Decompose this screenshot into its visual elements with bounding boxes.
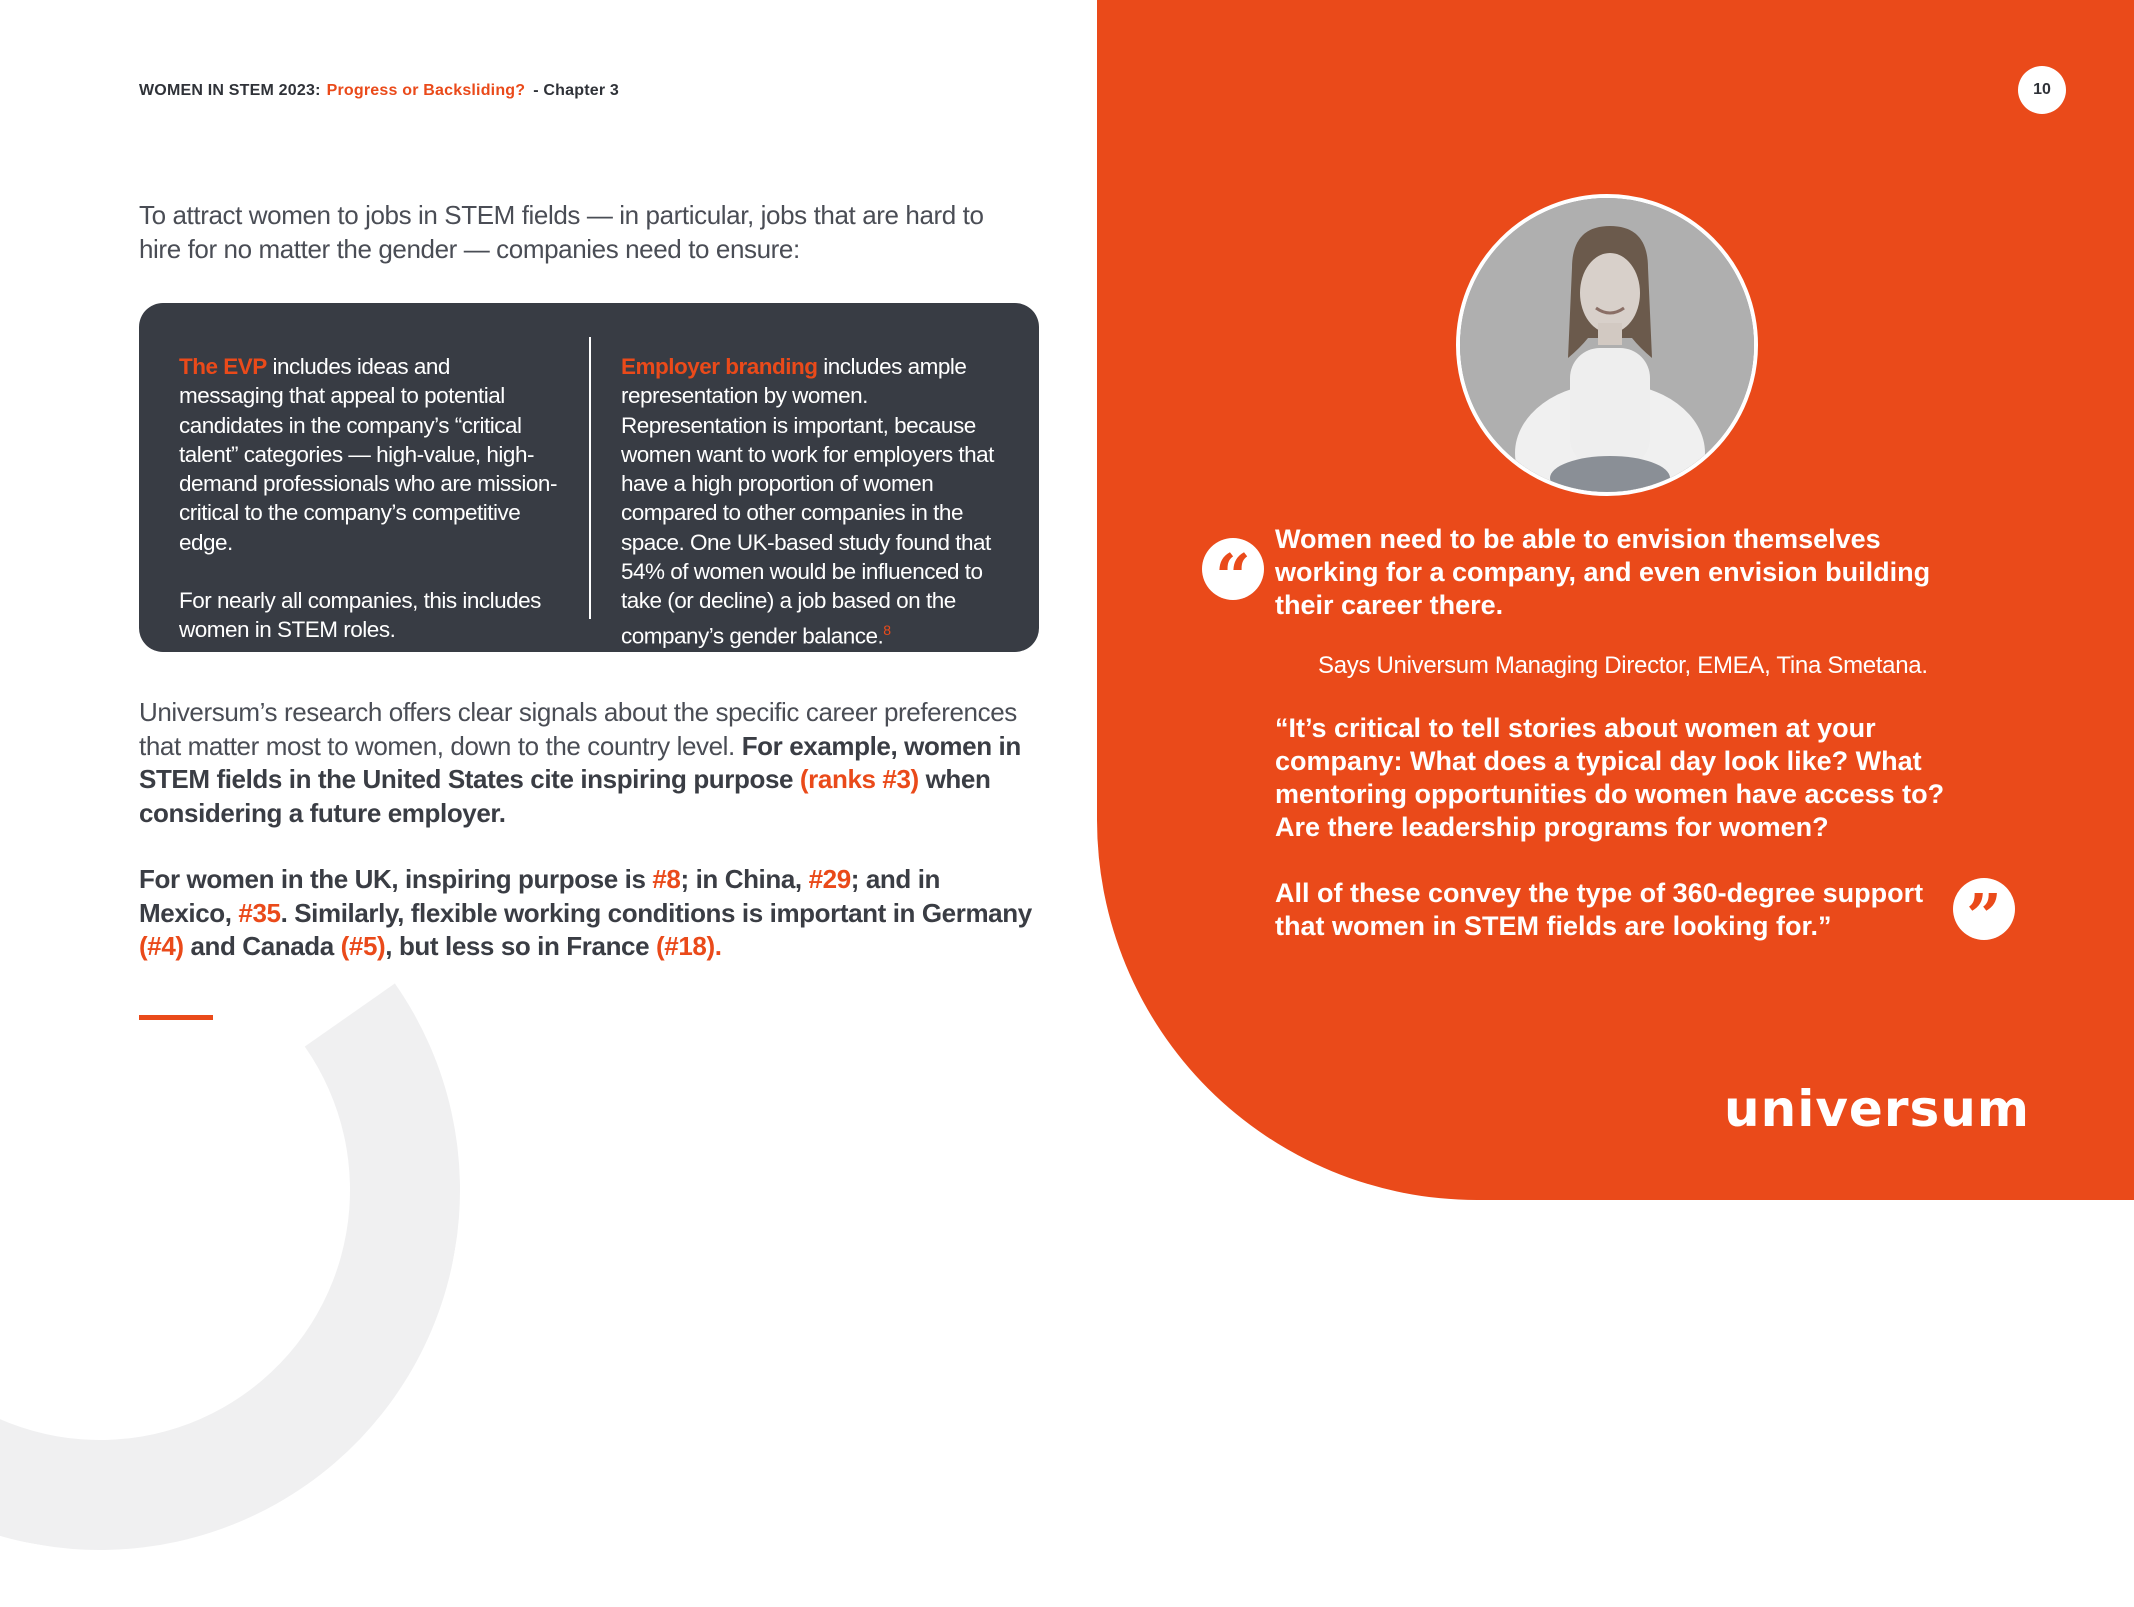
close-quote-icon: ” bbox=[1953, 878, 2015, 940]
research-section bbox=[139, 696, 1039, 964]
secondary-quote-p2: All of these convey the type of 360-degree support that women in STEM fields are looking for.” bbox=[1275, 878, 1924, 941]
evp-text: includes ideas and messaging that appeal to potential candidates in the company’s “critical talent” categories — high-value, high-demand professionals who are mission-critical to the company’s competitive edge. bbox=[179, 354, 557, 555]
uk-rank: #8 bbox=[652, 864, 681, 894]
research-us-text-end: when considering a future employer. bbox=[139, 764, 991, 828]
branding-highlight: Employer branding bbox=[621, 354, 818, 379]
research-paragraph-2 bbox=[139, 863, 1039, 964]
germany-text: . Similarly, flexible working conditions is important in Germany bbox=[280, 897, 1032, 928]
universum-logo: universum bbox=[1724, 1080, 2030, 1138]
quote-attribution: Says Universum Managing Director, EMEA, Tina Smetana. bbox=[1318, 652, 1928, 679]
france-text: , but less so in France bbox=[385, 931, 656, 961]
china-text: ; in China, bbox=[680, 864, 809, 894]
secondary-quote-p1: “It’s critical to tell stories about women at your company: What does a typical day look like? What mentoring opportunities do women have access to? Are there leadership programs for women? bbox=[1275, 713, 1945, 842]
report-subtitle: Progress or Backsliding? bbox=[326, 82, 526, 99]
evp-branding-box bbox=[139, 303, 1039, 652]
research-us-text: For example, women in STEM fields in the United States cite inspiring purpose bbox=[139, 730, 1021, 794]
branding-column bbox=[621, 352, 1011, 650]
us-rank: (ranks #3) bbox=[799, 764, 919, 794]
column-divider bbox=[589, 337, 591, 619]
accent-rule bbox=[139, 1015, 213, 1020]
france-rank: (#18). bbox=[656, 931, 722, 961]
portrait-photo bbox=[1456, 194, 1758, 496]
footnote-reference: 8 bbox=[883, 621, 891, 638]
canada-text: and Canada bbox=[183, 931, 341, 961]
portrait-illustration bbox=[1460, 198, 1754, 492]
evp-highlight: The EVP bbox=[179, 354, 267, 379]
page-number-badge bbox=[2018, 66, 2066, 114]
page-header bbox=[139, 82, 619, 100]
china-rank: #29 bbox=[808, 864, 851, 894]
branding-text: includes ample representation by women. Representation is important, because women want to work for employers that have a high proportion of women compared to other companies in the space. One UK-based study found that 54% of women would be influenced to take (or decline) a job based on the company’s gender balance. bbox=[621, 354, 994, 649]
canada-rank: (#5) bbox=[340, 931, 386, 961]
evp-paragraph bbox=[179, 352, 559, 557]
research-paragraph-1 bbox=[139, 696, 1039, 830]
main-quote: Women need to be able to envision themselves working for a company, and even envision building their career there. bbox=[1275, 524, 1931, 620]
open-quote-icon: “ bbox=[1202, 538, 1264, 600]
chapter-label: - Chapter 3 bbox=[533, 82, 620, 99]
evp-column bbox=[179, 352, 559, 645]
intro-paragraph: To attract women to jobs in STEM fields — in particular, jobs that are hard to hire for no matter the gender — companies need to ensure: bbox=[139, 200, 984, 264]
page-number: 10 bbox=[2033, 81, 2051, 98]
mexico-rank: #35 bbox=[238, 897, 281, 928]
mexico-text: ; and in Mexico, bbox=[139, 864, 941, 928]
germany-rank: (#4) bbox=[139, 931, 184, 961]
report-title: WOMEN IN STEM 2023: bbox=[139, 82, 321, 99]
research-intro-text: Universum’s research offers clear signals about the specific career preferences that matter most to women, down to the country level. bbox=[139, 697, 1017, 761]
evp-note: For nearly all companies, this includes women in STEM roles. bbox=[179, 588, 541, 643]
secondary-quote bbox=[1275, 712, 1965, 943]
branding-paragraph bbox=[621, 352, 1011, 650]
uk-text: For women in the UK, inspiring purpose is bbox=[139, 864, 653, 894]
